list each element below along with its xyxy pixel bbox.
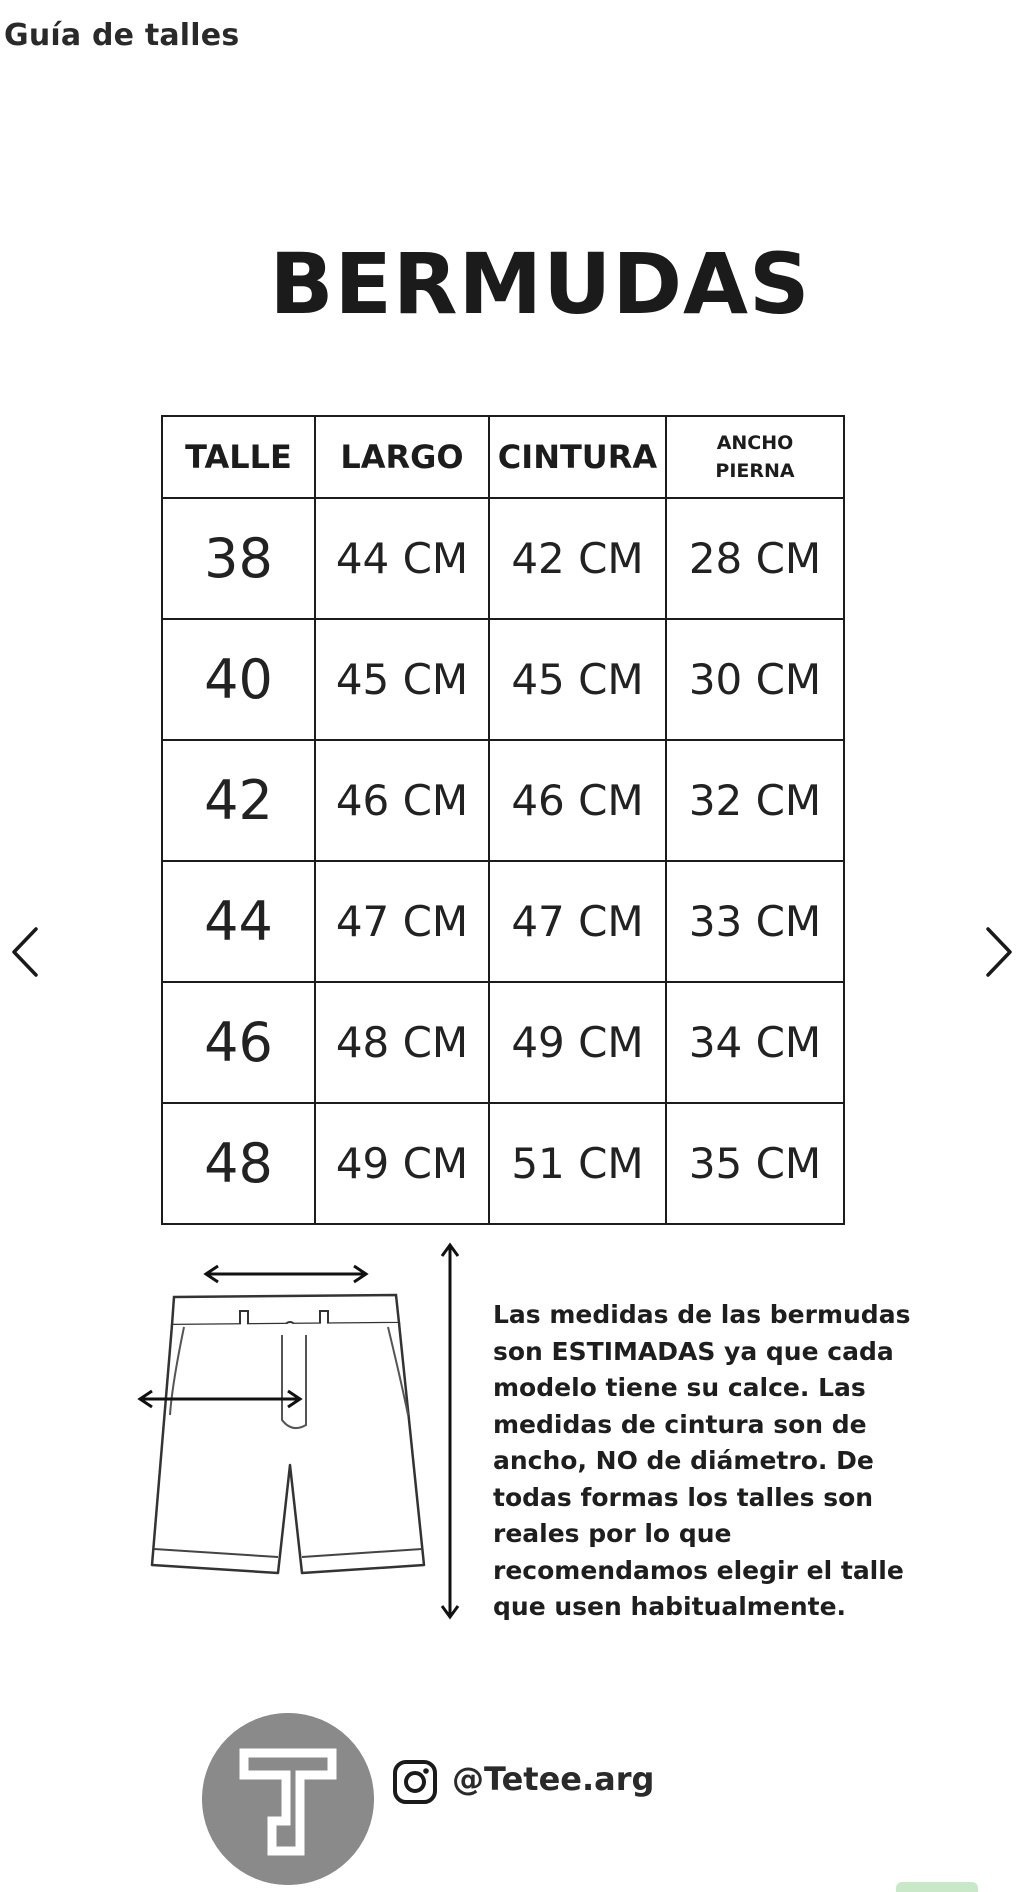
page-heading: Guía de talles (4, 18, 240, 53)
header-ancho-pierna (666, 416, 844, 498)
size-cell: 46 (162, 982, 315, 1103)
cintura-cell: 46 CM (489, 740, 666, 861)
ancho-cell: 34 CM (666, 982, 844, 1103)
ancho-cell: 33 CM (666, 861, 844, 982)
table-body (162, 498, 844, 1224)
social-handle[interactable]: @Tetee.arg (452, 1760, 655, 1798)
cintura-cell: 49 CM (489, 982, 666, 1103)
table-row (162, 619, 844, 740)
chevron-left-icon[interactable] (6, 925, 46, 979)
table-row (162, 740, 844, 861)
size-table (161, 415, 845, 1225)
shorts-illustration (132, 1255, 432, 1595)
header-pierna-line: PIERNA (715, 460, 795, 482)
largo-cell: 44 CM (315, 498, 489, 619)
measurement-notes: Las medidas de las bermudas son ESTIMADAS ya que cada modelo tiene su calce. Las medidas de cintura son de ancho, NO de diámetro. De todas formas los talles son reales por lo que recomendamos elegir el talle que usen habitualmente. (493, 1300, 911, 1621)
largo-cell: 49 CM (315, 1103, 489, 1224)
chevron-right-icon[interactable] (978, 925, 1018, 979)
table-row (162, 861, 844, 982)
instagram-icon[interactable] (392, 1759, 438, 1805)
table-row (162, 982, 844, 1103)
length-arrow-icon (438, 1242, 462, 1620)
table-row (162, 498, 844, 619)
largo-cell: 46 CM (315, 740, 489, 861)
header-cintura: CINTURA (489, 416, 666, 498)
header-ancho-line: ANCHO (716, 432, 794, 454)
largo-cell: 47 CM (315, 861, 489, 982)
cintura-cell: 45 CM (489, 619, 666, 740)
size-cell: 42 (162, 740, 315, 861)
size-cell: 38 (162, 498, 315, 619)
ancho-cell: 32 CM (666, 740, 844, 861)
ancho-cell: 30 CM (666, 619, 844, 740)
chart-title: BERMUDAS (269, 235, 811, 333)
size-cell: 40 (162, 619, 315, 740)
largo-cell: 45 CM (315, 619, 489, 740)
header-talle: TALLE (162, 416, 315, 498)
cintura-cell: 51 CM (489, 1103, 666, 1224)
cintura-cell: 42 CM (489, 498, 666, 619)
table-row (162, 1103, 844, 1224)
brand-logo (202, 1713, 374, 1885)
size-cell: 48 (162, 1103, 315, 1224)
ancho-cell: 35 CM (666, 1103, 844, 1224)
header-largo: LARGO (315, 416, 489, 498)
cintura-cell: 47 CM (489, 861, 666, 982)
floating-tab[interactable] (896, 1882, 978, 1892)
size-cell: 44 (162, 861, 315, 982)
largo-cell: 48 CM (315, 982, 489, 1103)
ancho-cell: 28 CM (666, 498, 844, 619)
table-header-row (162, 416, 844, 498)
